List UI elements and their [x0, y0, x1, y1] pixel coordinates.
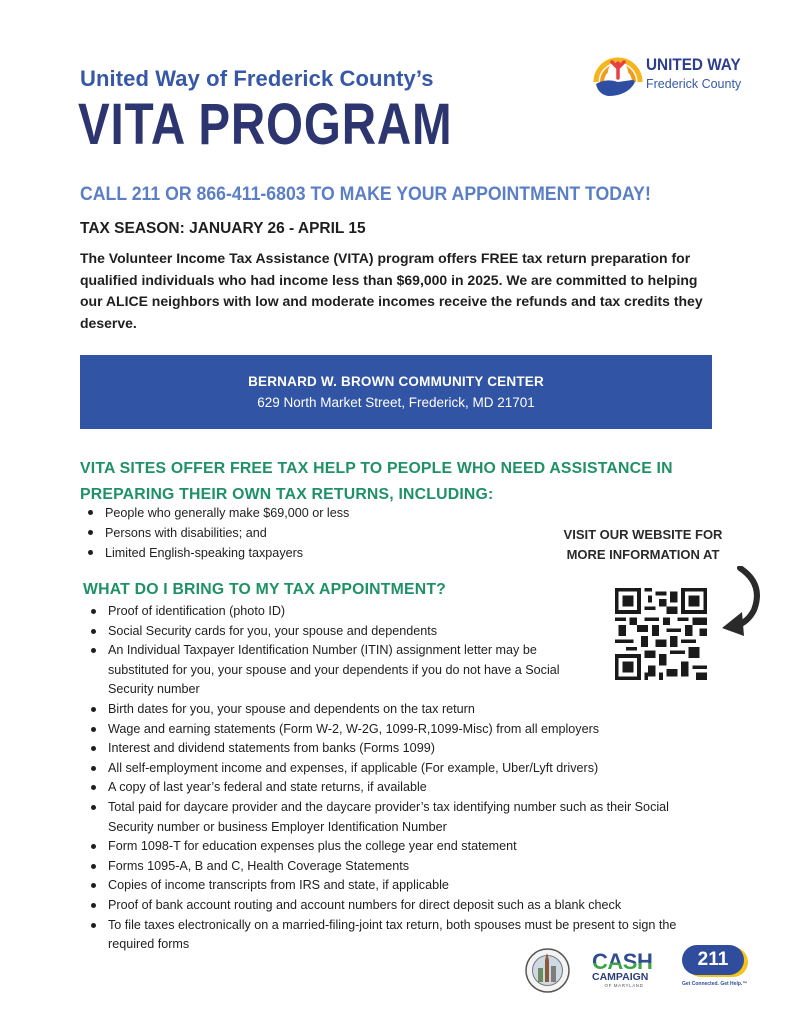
211-tagline: Get Connected. Get Help.™ — [682, 981, 748, 987]
cash-campaign-logo — [592, 949, 662, 992]
list-item: Wage and earning statements (Form W-2, W-2G, 1099-R,1099-Misc) from all employers — [85, 720, 715, 740]
list-item: Copies of income transcripts from IRS and state, if applicable — [85, 876, 715, 896]
list-item: Total paid for daycare provider and the daycare provider’s tax identifying number such as their Social Security number or business Employer Identification Number — [85, 798, 708, 837]
subtitle: United Way of Frederick County’s — [80, 66, 434, 91]
list-item: Proof of identification (photo ID) — [85, 602, 715, 622]
list-item: An Individual Taxpayer Identification Number (ITIN) assignment letter may be substituted for you, your spouse and your dependents if you do not have a Social Security number — [85, 641, 578, 700]
211-logo — [682, 945, 754, 991]
location-address: 629 North Market Street, Frederick, MD 21701 — [257, 395, 535, 410]
list-item: Limited English-speaking taxpayers — [82, 543, 349, 563]
page-title: VITA PROGRAM — [78, 92, 453, 157]
logo-line1: UNITED WAY — [646, 55, 741, 74]
cash-word: CASH — [592, 952, 662, 972]
sites-heading: VITA SITES OFFER FREE TAX HELP TO PEOPLE WHO NEED ASSISTANCE IN PREPARING THEIR OWN TAX RETURNS, INCLUDING: — [80, 460, 673, 503]
211-number: 211 — [682, 945, 744, 975]
list-item: Form 1098-T for education expenses plus the college year end statement — [85, 837, 715, 857]
list-item: Forms 1095-A, B and C, Health Coverage Statements — [85, 857, 715, 877]
united-way-logo-icon — [592, 50, 644, 98]
curved-arrow-icon — [718, 566, 766, 638]
sites-list — [82, 503, 349, 563]
location-banner — [80, 355, 712, 429]
call-to-action: CALL 211 OR 866-411-6803 TO MAKE YOUR APPOINTMENT TODAY! — [80, 184, 651, 205]
list-item: People who generally make $69,000 or less — [82, 503, 349, 523]
logo-line2: Frederick County — [646, 77, 742, 91]
list-item: Birth dates for you, your spouse and dependents on the tax return — [85, 700, 715, 720]
list-item: Proof of bank account routing and account numbers for direct deposit such as a blank check — [85, 896, 715, 916]
list-item: All self-employment income and expenses, if applicable (For example, Uber/Lyft drivers) — [85, 759, 715, 779]
of-maryland-word: OF MARYLAND — [604, 983, 644, 988]
intro-paragraph: The Volunteer Income Tax Assistance (VITA) program offers FREE tax return preparation for qualified individuals who had income less than $69,000 in 2025. We are committed to helping our ALICE neighbors with low and moderate incomes receive the refunds and tax credits they deserve. — [80, 250, 703, 331]
list-item: Interest and dividend statements from banks (Forms 1099) — [85, 739, 715, 759]
city-seal-icon — [525, 948, 570, 993]
bring-list — [85, 602, 715, 955]
list-item: To file taxes electronically on a married-filing-joint tax return, both spouses must be present to sign the required forms — [85, 916, 723, 955]
campaign-word: CAMPAIGN — [592, 971, 649, 983]
tax-season: TAX SEASON: JANUARY 26 - APRIL 15 — [80, 220, 366, 237]
list-item: Persons with disabilities; and — [82, 523, 349, 543]
visit-line1: VISIT OUR WEBSITE FOR — [563, 527, 723, 542]
list-item: Social Security cards for you, your spouse and dependents — [85, 622, 715, 642]
visit-line2: MORE INFORMATION AT — [566, 547, 720, 562]
visit-website-text — [548, 525, 738, 565]
location-name: BERNARD W. BROWN COMMUNITY CENTER — [248, 374, 544, 389]
bring-heading: WHAT DO I BRING TO MY TAX APPOINTMENT? — [83, 581, 447, 598]
list-item: A copy of last year’s federal and state returns, if available — [85, 778, 715, 798]
